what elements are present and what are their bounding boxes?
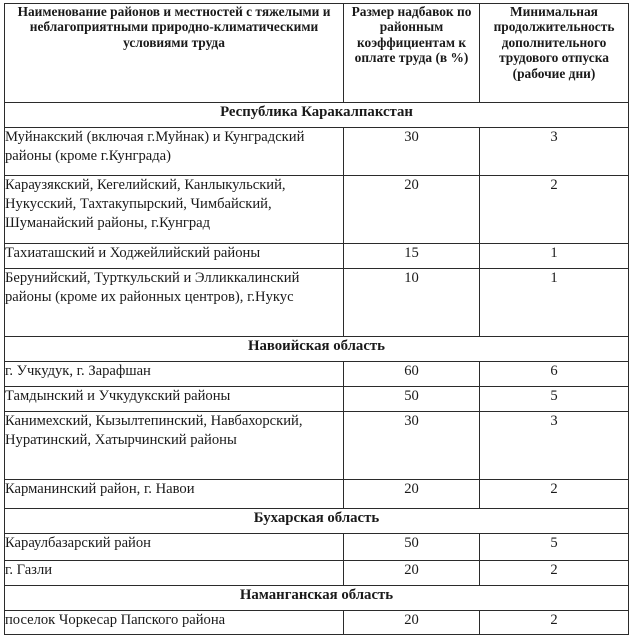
table-row <box>5 387 629 412</box>
region-title: Навоийская область <box>5 337 629 362</box>
region-row <box>5 586 629 611</box>
row-name: г. Газли <box>5 561 344 586</box>
row-allowance: 20 <box>344 480 480 509</box>
row-allowance: 20 <box>344 611 480 635</box>
table-row <box>5 269 629 337</box>
header-allowance <box>344 4 480 103</box>
row-vacation: 5 <box>480 387 629 412</box>
table-row <box>5 561 629 586</box>
row-name: Тамдынский и Учкудукский районы <box>5 387 344 412</box>
row-name: Караулбазарский район <box>5 534 344 561</box>
row-allowance: 20 <box>344 561 480 586</box>
row-allowance: 50 <box>344 387 480 412</box>
table-row <box>5 362 629 387</box>
table-row <box>5 176 629 244</box>
row-vacation: 1 <box>480 244 629 269</box>
region-row <box>5 103 629 128</box>
row-vacation: 5 <box>480 534 629 561</box>
header-name-text: Наименование районов и местностей с тяжелыми и неблагоприятными природно-климатическими условиями труда <box>17 4 331 50</box>
row-vacation: 3 <box>480 412 629 480</box>
row-allowance: 60 <box>344 362 480 387</box>
row-vacation: 2 <box>480 480 629 509</box>
row-allowance: 15 <box>344 244 480 269</box>
row-name: Муйнакский (включая г.Муйнак) и Кунградский районы (кроме г.Кунграда) <box>5 128 344 176</box>
row-vacation: 1 <box>480 269 629 337</box>
row-name: Караузякский, Кегелийский, Канлыкульский, Нукусский, Тахтакупырский, Чимбайский, Шуманайский районы, г.Кунград <box>5 176 344 244</box>
region-title: Бухарская область <box>5 509 629 534</box>
row-name: г. Учкудук, г. Зарафшан <box>5 362 344 387</box>
header-vacation <box>480 4 629 103</box>
table-header-row <box>5 4 629 103</box>
row-name: Карманинский район, г. Навои <box>5 480 344 509</box>
header-name <box>5 4 344 103</box>
header-allowance-text: Размер надбавок по районным коэффициентам к оплате труда (в %) <box>351 4 472 66</box>
row-vacation: 2 <box>480 611 629 635</box>
row-name: Канимехский, Кызылтепинский, Навбахорский, Нуратинский, Хатырчинский районы <box>5 412 344 480</box>
table-row <box>5 244 629 269</box>
row-name: поселок Чоркесар Папского района <box>5 611 344 635</box>
table-row <box>5 128 629 176</box>
region-row <box>5 509 629 534</box>
row-name: Тахиаташский и Ходжейлийский районы <box>5 244 344 269</box>
row-allowance: 50 <box>344 534 480 561</box>
region-row <box>5 337 629 362</box>
region-title: Наманганская область <box>5 586 629 611</box>
header-vacation-text: Минимальная продолжительность дополнительного трудового отпуска (рабочие дни) <box>493 4 615 81</box>
row-allowance: 20 <box>344 176 480 244</box>
allowance-table <box>4 3 629 635</box>
table-row <box>5 534 629 561</box>
row-vacation: 3 <box>480 128 629 176</box>
table-row <box>5 480 629 509</box>
row-vacation: 2 <box>480 561 629 586</box>
row-name: Берунийский, Турткульский и Элликкалинский районы (кроме их районных центров), г.Нукус <box>5 269 344 337</box>
row-allowance: 30 <box>344 128 480 176</box>
region-title: Республика Каракалпакстан <box>5 103 629 128</box>
row-vacation: 6 <box>480 362 629 387</box>
row-allowance: 10 <box>344 269 480 337</box>
row-vacation: 2 <box>480 176 629 244</box>
table-row <box>5 412 629 480</box>
row-allowance: 30 <box>344 412 480 480</box>
